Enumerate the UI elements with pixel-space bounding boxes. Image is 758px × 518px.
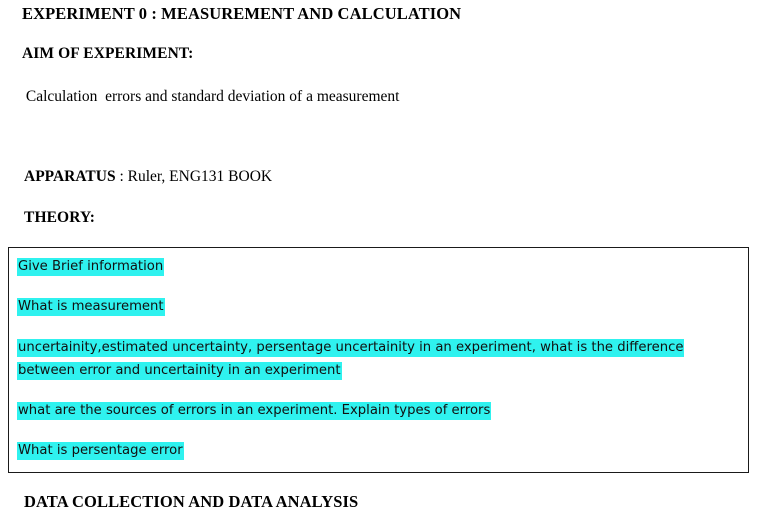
theory-item-3: [17, 336, 743, 382]
experiment-title: EXPERIMENT 0 : MEASUREMENT AND CALCULATION: [22, 4, 462, 23]
data-collection-heading: DATA COLLECTION AND DATA ANALYSIS: [24, 492, 359, 511]
aim-heading: AIM OF EXPERIMENT:: [22, 45, 194, 62]
apparatus-label: APPARATUS: [24, 168, 116, 185]
theory-item-2: [17, 296, 743, 318]
highlighted-text: Give Brief information: [18, 259, 164, 274]
theory-item-4: [17, 400, 743, 422]
apparatus-line: [24, 168, 272, 186]
highlighted-text: uncertainity,estimated uncertainty, persentage uncertainity in an experiment, what is the difference between error and uncertainity in an experiment: [18, 340, 684, 378]
highlighted-text: what are the sources of errors in an experiment. Explain types of errors: [18, 403, 491, 418]
aim-body-text: Calculation errors and standard deviation of a measurement: [22, 88, 400, 105]
theory-item-1: [17, 256, 743, 278]
theory-heading: THEORY:: [24, 209, 96, 226]
theory-item-5: [17, 440, 743, 462]
highlighted-text: What is persentage error: [18, 443, 183, 458]
apparatus-value: : Ruler, ENG131 BOOK: [115, 168, 273, 185]
highlighted-text: What is measurement: [18, 299, 164, 314]
theory-content-box: [8, 247, 749, 473]
